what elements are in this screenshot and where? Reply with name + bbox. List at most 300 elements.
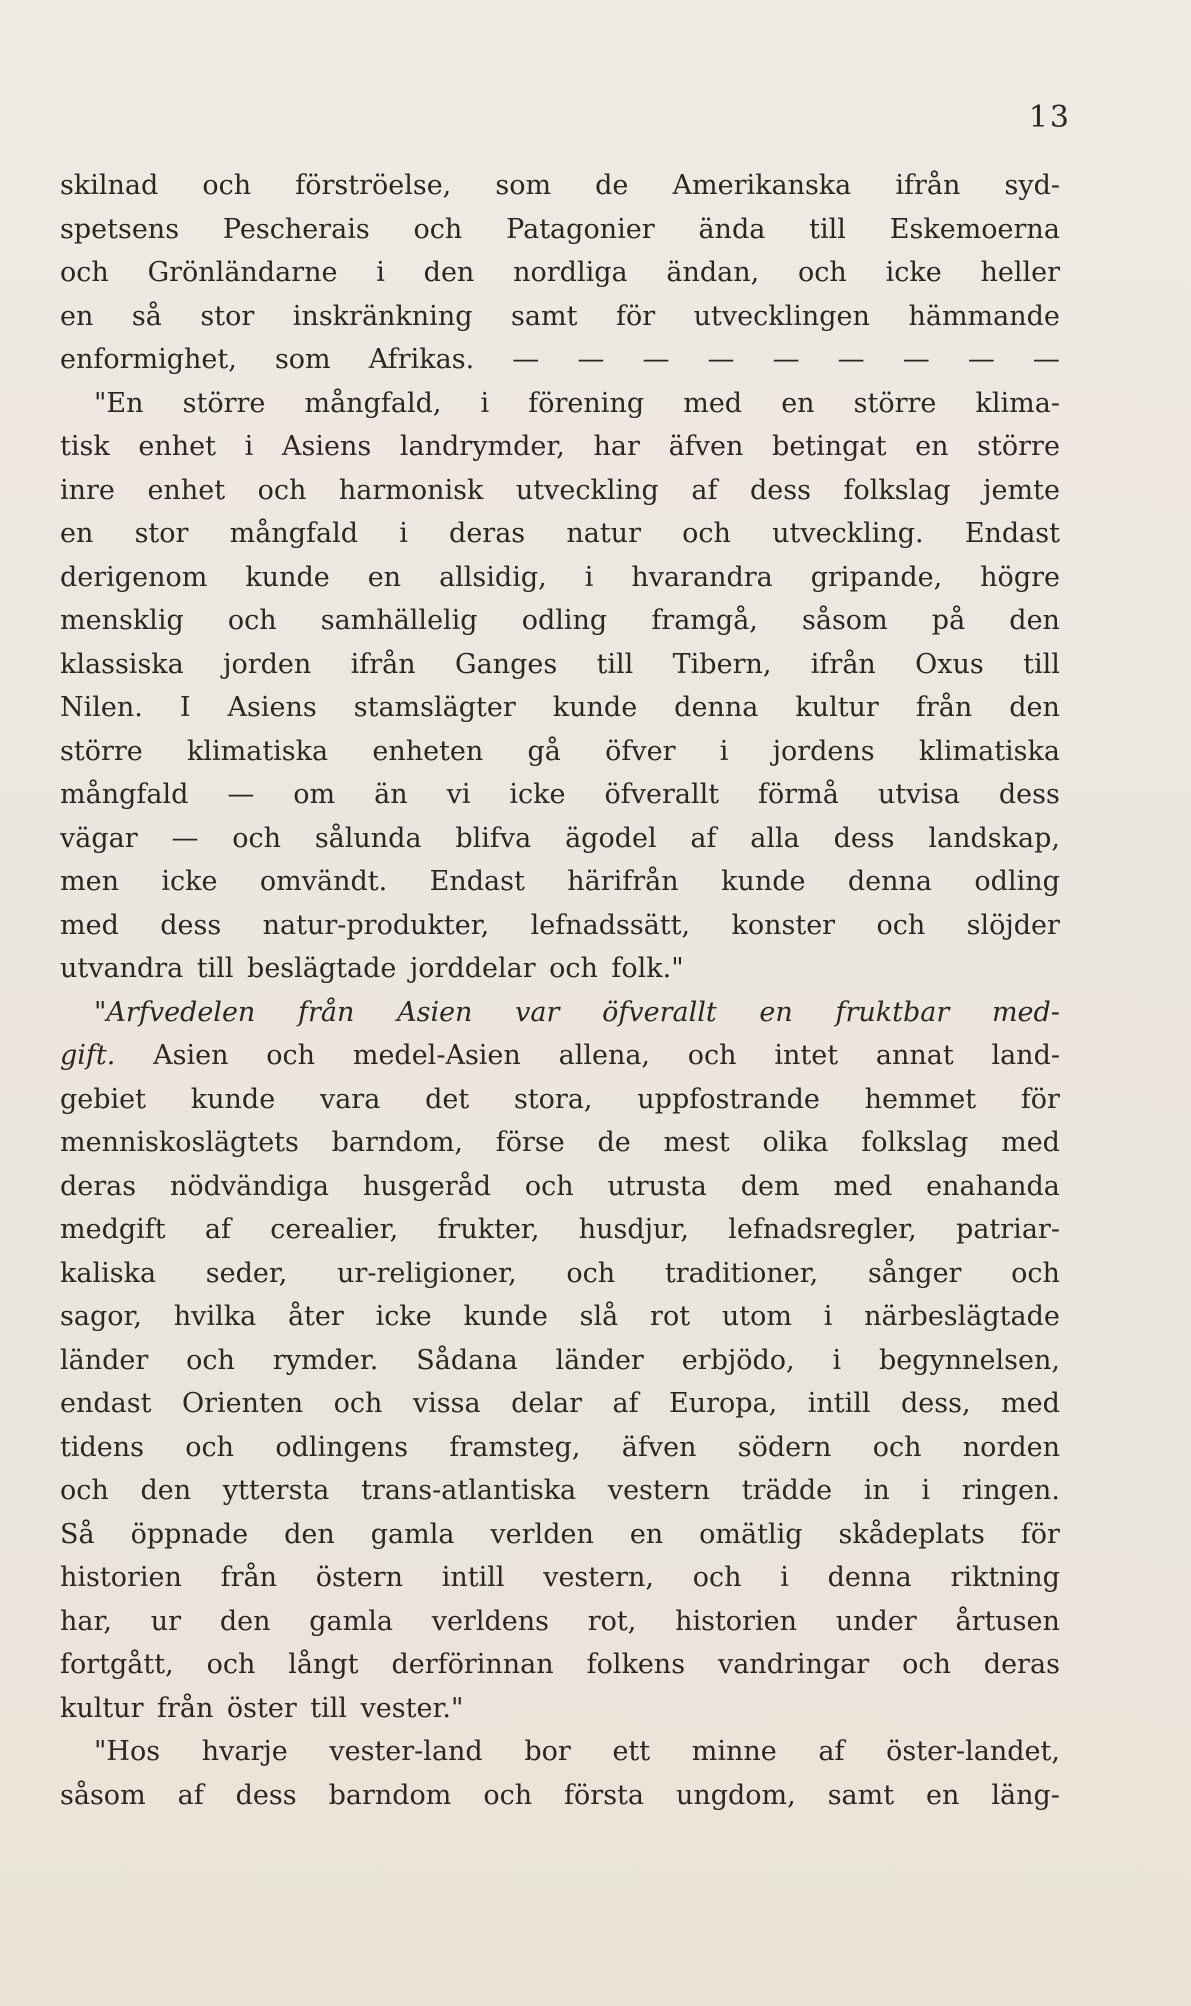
word: "Hos bbox=[94, 1736, 161, 1767]
word: — bbox=[902, 344, 930, 375]
word: kunde bbox=[721, 866, 806, 897]
word: sagor, bbox=[60, 1301, 143, 1332]
word: mångfald bbox=[229, 518, 359, 549]
text-line bbox=[60, 1388, 1060, 1432]
word: minne bbox=[691, 1736, 777, 1767]
word: till bbox=[1023, 648, 1060, 680]
word: Orienten bbox=[181, 1388, 304, 1419]
word: i bbox=[399, 518, 408, 549]
word: nödvändiga bbox=[169, 1170, 329, 1202]
word: större bbox=[60, 735, 143, 767]
word: inskränkning bbox=[292, 300, 473, 332]
word: tidens bbox=[60, 1431, 144, 1463]
word: — bbox=[772, 344, 800, 375]
text-line bbox=[60, 1345, 1060, 1389]
word: natur-produkter, bbox=[262, 909, 490, 941]
word: utom bbox=[721, 1301, 792, 1332]
word: ifrån bbox=[810, 648, 876, 680]
word: Europa, bbox=[669, 1388, 778, 1419]
word: dess bbox=[160, 909, 222, 941]
word: var bbox=[515, 996, 560, 1028]
word: kultur bbox=[60, 1692, 144, 1724]
word: menniskoslägtets bbox=[60, 1127, 299, 1158]
word: skådeplats bbox=[838, 1518, 985, 1550]
word: hvarandra bbox=[631, 561, 773, 593]
word: mångfald bbox=[60, 779, 189, 810]
word: mångfald, bbox=[304, 387, 442, 419]
word: från bbox=[298, 996, 355, 1028]
word: konster bbox=[731, 909, 836, 941]
word: en bbox=[759, 996, 793, 1028]
word: den bbox=[423, 257, 475, 288]
word: vestern bbox=[607, 1475, 711, 1506]
word: i bbox=[823, 1301, 833, 1332]
word: de bbox=[595, 170, 629, 201]
word: lefnadsregler, bbox=[728, 1214, 917, 1245]
word: den bbox=[1009, 692, 1060, 723]
word: — bbox=[227, 779, 255, 810]
word: erbjödo, bbox=[681, 1344, 795, 1376]
word: läng- bbox=[991, 1779, 1060, 1811]
word: från bbox=[915, 692, 973, 723]
word: vestern, bbox=[543, 1562, 654, 1593]
word: och bbox=[186, 1344, 235, 1376]
word: Asien bbox=[397, 996, 473, 1028]
word: öster bbox=[226, 1692, 297, 1724]
word: den bbox=[284, 1518, 335, 1550]
word: samt bbox=[511, 300, 578, 332]
word: icke bbox=[161, 866, 218, 897]
word: härifrån bbox=[567, 866, 679, 897]
word: slå bbox=[579, 1301, 619, 1332]
word: en bbox=[915, 431, 949, 462]
word: en bbox=[781, 387, 815, 419]
word: jemte bbox=[983, 474, 1060, 506]
text-line bbox=[60, 1301, 1060, 1345]
word: utvisa bbox=[877, 779, 960, 810]
word: enheten bbox=[372, 735, 484, 767]
word: — bbox=[1032, 344, 1060, 375]
word: — bbox=[577, 344, 605, 375]
word: Endast bbox=[429, 866, 525, 897]
text-line bbox=[60, 214, 1060, 258]
text-line bbox=[60, 1084, 1060, 1128]
word: utveckling bbox=[515, 474, 659, 506]
word: patriar- bbox=[956, 1214, 1060, 1245]
word: södern bbox=[737, 1431, 832, 1463]
word: ifrån bbox=[895, 170, 961, 201]
word: begynnelsen, bbox=[878, 1344, 1060, 1376]
word: den bbox=[219, 1605, 271, 1637]
word: betingat bbox=[772, 431, 887, 462]
word: öster-landet, bbox=[886, 1736, 1060, 1767]
word: "Arfvedelen bbox=[94, 996, 256, 1028]
word: verlden bbox=[490, 1518, 594, 1550]
word: Asiens bbox=[282, 431, 372, 462]
word: gripande, bbox=[810, 561, 943, 593]
word: intill bbox=[441, 1562, 505, 1593]
word: landskap, bbox=[928, 822, 1060, 854]
word: ifrån bbox=[350, 648, 416, 680]
word: ur bbox=[150, 1605, 182, 1637]
word: i bbox=[584, 561, 594, 593]
text-line bbox=[60, 692, 1060, 736]
text-line bbox=[60, 1127, 1060, 1171]
word: allena, bbox=[558, 1040, 651, 1071]
word: — bbox=[967, 344, 995, 375]
word: har bbox=[593, 431, 640, 462]
word: seder, bbox=[205, 1257, 288, 1289]
word: denna bbox=[674, 692, 759, 723]
word: gebiet bbox=[60, 1083, 147, 1115]
word: äfven bbox=[621, 1431, 697, 1463]
text-line bbox=[60, 1780, 1060, 1824]
word: enhet bbox=[147, 474, 226, 506]
word: för bbox=[1020, 1083, 1060, 1115]
word: deras bbox=[449, 518, 526, 549]
word: samt bbox=[827, 1779, 895, 1811]
word: i bbox=[832, 1344, 842, 1376]
word: gamla bbox=[309, 1605, 393, 1637]
text-line bbox=[60, 779, 1060, 823]
text-line bbox=[60, 649, 1060, 693]
word: vester." bbox=[360, 1692, 464, 1724]
word: med bbox=[1001, 1127, 1060, 1158]
word: större bbox=[182, 387, 266, 419]
word: och bbox=[566, 1257, 616, 1289]
word: och bbox=[876, 909, 926, 941]
word: natur bbox=[566, 518, 641, 549]
word: derförinnan bbox=[391, 1649, 554, 1680]
word: kaliska bbox=[60, 1257, 157, 1289]
word: lefnadssätt, bbox=[530, 909, 691, 941]
word: och bbox=[483, 1779, 533, 1811]
text-line bbox=[60, 1519, 1060, 1563]
word: Så bbox=[60, 1518, 95, 1550]
word: sånger bbox=[867, 1257, 962, 1289]
word: en bbox=[629, 1518, 664, 1550]
word: endast bbox=[60, 1388, 152, 1419]
word: slöjder bbox=[966, 909, 1060, 941]
word: annat bbox=[875, 1040, 954, 1071]
word: i bbox=[921, 1475, 931, 1506]
word: icke bbox=[375, 1301, 432, 1332]
word: de bbox=[597, 1127, 631, 1158]
word: af bbox=[818, 1736, 845, 1767]
word: denna bbox=[827, 1562, 912, 1593]
text-line bbox=[60, 1562, 1060, 1606]
word: framsteg, bbox=[449, 1431, 581, 1463]
word: i bbox=[244, 431, 254, 462]
word: traditioner, bbox=[664, 1257, 819, 1289]
word: Oxus bbox=[915, 648, 984, 680]
word: folkslag bbox=[861, 1127, 969, 1158]
word: än bbox=[374, 779, 408, 810]
word: förse bbox=[495, 1127, 565, 1158]
text-line bbox=[60, 1693, 1060, 1737]
word: förening bbox=[528, 387, 645, 419]
word: — bbox=[837, 344, 865, 375]
text-line bbox=[60, 736, 1060, 780]
text-line bbox=[60, 301, 1060, 345]
text-line bbox=[60, 1649, 1060, 1693]
word: cerealier, bbox=[270, 1214, 399, 1245]
word: ändan, bbox=[666, 257, 760, 288]
page-number: 13 bbox=[1028, 100, 1071, 135]
word: denna bbox=[847, 866, 933, 897]
word: stora, bbox=[513, 1083, 593, 1115]
word: enformighet, bbox=[60, 344, 237, 375]
word: dess, bbox=[900, 1388, 971, 1419]
word: Ganges bbox=[455, 648, 558, 680]
word: från bbox=[157, 1692, 214, 1724]
text-line bbox=[60, 1171, 1060, 1215]
word: Tibern, bbox=[672, 648, 772, 680]
word: hvarje bbox=[201, 1736, 288, 1767]
word: hemmet bbox=[864, 1083, 977, 1115]
text-line bbox=[60, 866, 1060, 910]
word: gamla bbox=[370, 1518, 455, 1550]
word: och bbox=[872, 1431, 922, 1463]
text-line bbox=[60, 1606, 1060, 1650]
word: icke bbox=[509, 779, 566, 810]
word: folk." bbox=[611, 953, 684, 984]
word: Nilen. bbox=[60, 692, 143, 723]
word: Amerikanska bbox=[672, 170, 852, 201]
word: land- bbox=[991, 1040, 1060, 1071]
word: intet bbox=[774, 1040, 839, 1071]
word: husgeråd bbox=[362, 1170, 491, 1202]
word: såsom bbox=[60, 1779, 146, 1811]
word: rot bbox=[650, 1301, 691, 1332]
word: gift. bbox=[60, 1040, 116, 1071]
word: med bbox=[683, 387, 743, 419]
word: länder bbox=[60, 1344, 149, 1376]
word: den bbox=[140, 1475, 192, 1506]
word: riktning bbox=[950, 1562, 1060, 1593]
word: — bbox=[707, 344, 735, 375]
word: och bbox=[549, 953, 598, 984]
text-line bbox=[60, 953, 1060, 997]
word: klimatiska bbox=[186, 735, 329, 767]
word: och bbox=[687, 1040, 737, 1071]
word: och bbox=[692, 1562, 742, 1593]
word: verldens bbox=[431, 1605, 549, 1637]
text-line bbox=[60, 1040, 1060, 1084]
word: trädde bbox=[741, 1475, 833, 1506]
text-line bbox=[60, 605, 1060, 649]
word: medgift bbox=[60, 1214, 166, 1245]
word: närbeslägtade bbox=[864, 1301, 1060, 1332]
word: kunde bbox=[552, 692, 638, 723]
word: af bbox=[612, 1388, 639, 1419]
word: — bbox=[642, 344, 670, 375]
word: och bbox=[227, 605, 277, 636]
word: Afrikas. bbox=[368, 344, 475, 375]
word: — bbox=[171, 822, 199, 854]
word: öfver bbox=[605, 735, 676, 767]
word: med bbox=[60, 909, 119, 941]
word: det bbox=[425, 1083, 470, 1115]
word: intill bbox=[807, 1388, 871, 1419]
word: trans-atlantiska bbox=[361, 1475, 577, 1506]
word: kultur bbox=[795, 692, 879, 723]
word: in bbox=[863, 1475, 890, 1506]
text-line bbox=[60, 431, 1060, 475]
text-line bbox=[60, 257, 1060, 301]
word: ett bbox=[612, 1736, 651, 1767]
word: samhällelig bbox=[320, 605, 478, 636]
word: hvilka bbox=[173, 1301, 257, 1332]
word: mensklig bbox=[60, 605, 184, 636]
word: så bbox=[131, 300, 162, 332]
word: jorden bbox=[223, 648, 312, 680]
word: och bbox=[206, 1649, 256, 1680]
word: deras bbox=[983, 1649, 1060, 1680]
word: norden bbox=[962, 1431, 1060, 1463]
word: framgå, bbox=[651, 605, 758, 636]
word: en bbox=[60, 300, 94, 332]
text-line bbox=[60, 170, 1060, 214]
text-line bbox=[60, 1432, 1060, 1476]
word: för bbox=[1020, 1518, 1060, 1550]
text-line bbox=[60, 562, 1060, 606]
word: enahanda bbox=[926, 1170, 1060, 1202]
word: och bbox=[798, 257, 847, 288]
word: af bbox=[691, 474, 718, 506]
text-line bbox=[60, 910, 1060, 954]
word: sålunda bbox=[314, 822, 422, 854]
word: och bbox=[902, 1649, 951, 1680]
word: öfverallt bbox=[602, 996, 717, 1028]
word: nordliga bbox=[513, 257, 628, 288]
word: kunde bbox=[463, 1301, 548, 1332]
word: Grönländarne bbox=[147, 257, 338, 288]
word: ända bbox=[698, 213, 766, 245]
word: odling bbox=[521, 605, 608, 636]
word: östern bbox=[315, 1562, 403, 1593]
word: af bbox=[177, 1779, 204, 1811]
word: fruktbar bbox=[835, 996, 950, 1028]
word: förströelse, bbox=[295, 170, 452, 201]
word: odlingens bbox=[275, 1431, 409, 1463]
word: medel-Asien bbox=[352, 1040, 521, 1071]
word: med bbox=[1001, 1388, 1060, 1419]
word: af bbox=[690, 822, 717, 854]
word: allsidig, bbox=[439, 561, 547, 593]
word: uppfostrande bbox=[637, 1083, 820, 1115]
word: öfverallt bbox=[604, 779, 720, 810]
word: en bbox=[60, 518, 94, 549]
word: klimatiska bbox=[918, 735, 1060, 767]
word: långt bbox=[288, 1649, 359, 1680]
word: större bbox=[977, 431, 1060, 462]
word: deras bbox=[60, 1170, 137, 1202]
word: vissa bbox=[412, 1388, 481, 1419]
word: vara bbox=[319, 1083, 381, 1115]
word: heller bbox=[980, 257, 1060, 288]
word: dess bbox=[833, 822, 895, 854]
word: ungdom, bbox=[675, 1779, 796, 1811]
word: skilnad bbox=[60, 170, 159, 201]
word: såsom bbox=[802, 605, 888, 636]
word: men bbox=[60, 866, 119, 897]
word: Endast bbox=[964, 518, 1060, 549]
word: enhet bbox=[138, 431, 216, 462]
word: till bbox=[310, 1692, 348, 1724]
word: folkens bbox=[586, 1649, 686, 1680]
word: med bbox=[833, 1170, 893, 1202]
word: högre bbox=[980, 561, 1060, 593]
word: första bbox=[564, 1779, 645, 1811]
word: folkslag bbox=[843, 474, 951, 506]
word: och bbox=[1011, 1257, 1060, 1289]
word: och bbox=[266, 1040, 316, 1071]
word: olika bbox=[762, 1127, 829, 1158]
word: vester-land bbox=[329, 1736, 483, 1767]
text-line bbox=[60, 823, 1060, 867]
word: utrusta bbox=[607, 1170, 707, 1202]
word: och bbox=[682, 518, 731, 549]
word: till bbox=[596, 648, 634, 680]
word: stor bbox=[134, 518, 189, 549]
word: Eskemoerna bbox=[889, 213, 1060, 245]
word: om bbox=[293, 779, 336, 810]
text-line bbox=[60, 1475, 1060, 1519]
word: åter bbox=[287, 1301, 344, 1332]
text-line bbox=[60, 1736, 1060, 1780]
word: och bbox=[232, 822, 282, 854]
word: mest bbox=[663, 1127, 730, 1158]
word: från bbox=[220, 1562, 278, 1593]
word: en bbox=[367, 561, 402, 593]
word: i bbox=[780, 1562, 789, 1593]
word: större bbox=[853, 387, 937, 419]
word: fortgått, bbox=[60, 1649, 174, 1680]
word: alla bbox=[750, 822, 800, 854]
word: årtusen bbox=[955, 1605, 1060, 1637]
word: i bbox=[376, 257, 385, 288]
word: stamslägter bbox=[353, 692, 516, 723]
word: odling bbox=[974, 866, 1060, 897]
word: vägar bbox=[60, 822, 138, 854]
word: i bbox=[719, 735, 729, 767]
word: barndom, bbox=[331, 1127, 464, 1158]
word: för bbox=[615, 300, 656, 332]
word: och bbox=[60, 1475, 109, 1506]
text-line bbox=[60, 1258, 1060, 1302]
word: barndom bbox=[328, 1779, 452, 1811]
word: spetsens bbox=[60, 213, 180, 245]
word: beslägtade bbox=[247, 953, 397, 984]
word: husdjur, bbox=[578, 1214, 689, 1245]
word: och bbox=[333, 1388, 383, 1419]
word: I bbox=[179, 692, 191, 723]
text-line bbox=[60, 475, 1060, 519]
word: länder bbox=[555, 1344, 644, 1376]
text-line bbox=[60, 1214, 1060, 1258]
word: gå bbox=[527, 735, 561, 767]
word: af bbox=[204, 1214, 232, 1245]
word: kunde bbox=[245, 561, 330, 593]
text-line bbox=[60, 388, 1060, 432]
word: och bbox=[257, 474, 307, 506]
word: yttersta bbox=[222, 1475, 330, 1506]
word: dess bbox=[235, 1779, 297, 1811]
word: historien bbox=[60, 1562, 182, 1593]
word: som bbox=[274, 344, 331, 375]
word: till bbox=[809, 213, 846, 245]
